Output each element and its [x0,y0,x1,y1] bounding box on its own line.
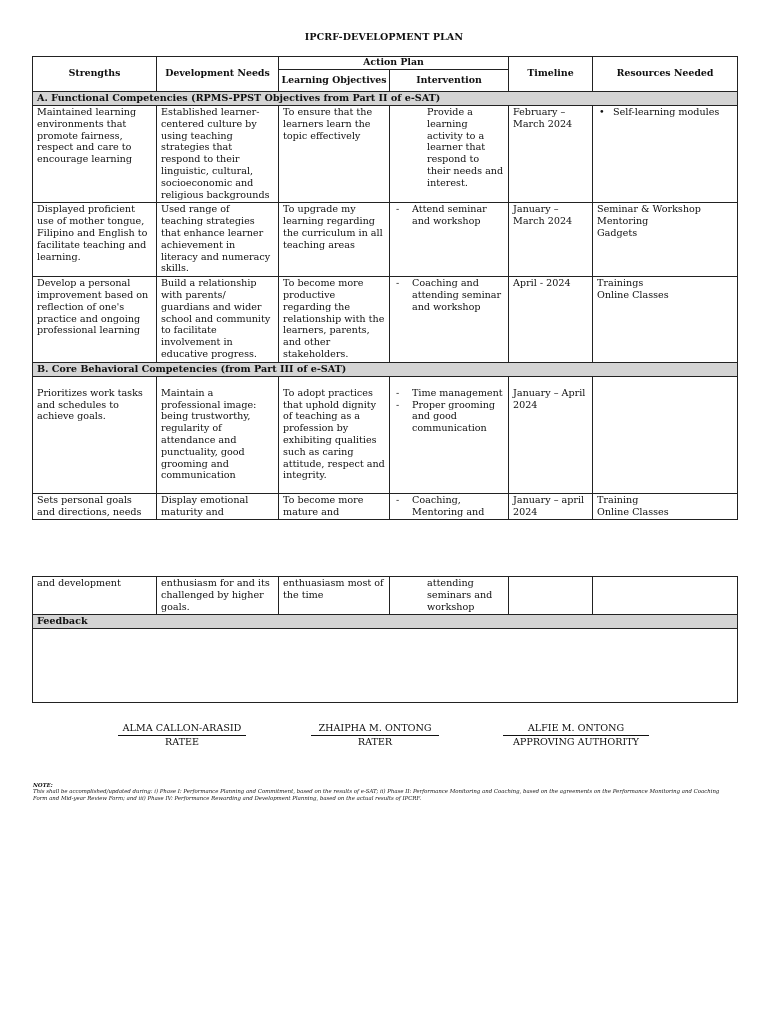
resource-item: • Self-learning modules [597,107,733,119]
note-label: NOTE: [33,783,53,789]
timeline-cell [509,577,593,615]
intervention-cell [390,277,509,363]
header-action-plan: Action Plan [279,57,509,70]
header-timeline: Timeline [509,57,593,92]
strengths-cell: Displayed proficient use of mother tongue, Filipino and English to facilitate teaching and learning. [33,203,157,277]
development-needs-cell: Established learner-centered culture by using teaching strategies that respond to their linguistic, cultural, socioeconomic and religious backgrounds [157,106,279,203]
development-plan-table-continued [32,576,738,703]
learning-objectives-cell: To become more productive regarding the relationship with the learners, parents, and other stakeholders. [279,277,390,363]
development-needs-cell: Build a relationship with parents/ guardians and wider school and community to facilitate involvement in educative progress. [157,277,279,363]
timeline-cell: April - 2024 [509,277,593,363]
development-needs-cell: Display emotional maturity and [157,493,279,520]
table-row [33,577,738,615]
intervention-item: - Proper grooming and good communication [412,400,504,435]
intervention-item: - Coaching and attending seminar and workshop [412,278,504,313]
header-development-needs: Development Needs [157,57,279,92]
intervention-item: Provide a learning activity to a learner that respond to their needs and interest. [427,107,504,189]
signatory-role: APPROVING AUTHORITY [513,737,639,748]
header-intervention: Intervention [390,70,509,92]
feedback-area [33,629,738,703]
learning-objectives-cell: To become more mature and [279,493,390,520]
resources-cell [593,493,738,520]
signatory-name: ALMA CALLON-ARASID [118,723,246,736]
table-row [33,203,738,277]
signature-rater [311,723,439,748]
intervention-item: - Attend seminar and workshop [412,204,504,228]
table-row [33,493,738,520]
strengths-cell: Prioritizes work tasks and schedules to achieve goals. [33,376,157,493]
header-resources-needed: Resources Needed [593,57,738,92]
footnote [33,783,723,802]
table-row [33,376,738,493]
timeline-cell: January – April 2024 [509,376,593,493]
resources-cell [593,106,738,203]
strengths-cell: Maintained learning environments that promote fairness, respect and care to encourage learning [33,106,157,203]
resource-item: Gadgets [597,227,638,239]
resources-cell [593,203,738,277]
strengths-cell: Develop a personal improvement based on reflection of one's practice and ongoing professional learning [33,277,157,363]
resource-item: Trainings [597,278,644,290]
resource-item: Online Classes [597,506,669,518]
section-core-behavioral-competencies: B. Core Behavioral Competencies (from Part III of e-SAT) [33,362,738,376]
resource-item: Mentoring [597,216,649,228]
development-needs-cell: Maintain a professional image: being trustworthy, regularity of attendance and punctuality, good grooming and communication [157,376,279,493]
development-needs-cell: enthusiasm for and its challenged by higher goals. [157,577,279,615]
header-learning-objectives: Learning Objectives [279,70,390,92]
table-row [33,277,738,363]
resource-item: Online Classes [597,289,669,301]
resource-item: Seminar & Workshop [597,204,701,216]
intervention-cell [390,376,509,493]
timeline-cell: February – March 2024 [509,106,593,203]
intervention-cell [390,203,509,277]
strengths-cell: Sets personal goals and directions, needs [33,493,157,520]
signatory-name: ALFIE M. ONTONG [503,723,649,736]
learning-objectives-cell: enthuasiasm most of the time [279,577,390,615]
intervention-cell: attending seminars and workshop [390,577,509,615]
intervention-cell [390,493,509,520]
intervention-item: - Coaching, Mentoring and [412,495,504,519]
table-row [33,106,738,203]
learning-objectives-cell: To ensure that the learners learn the topic effectively [279,106,390,203]
note-text: This shall be accomplished/updated during: i) Phase I: Performance Planning and Commitment, based on the results of e-SAT; ii) Phase II: Performance Monitoring and Coaching, based on the agreements on the Performance Monitoring and Coaching Form and Mid-year Review Form; and iii) Phase IV: Performance Rewarding and Development Planning, based on the actual results of IPCRF. [33,789,720,802]
feedback-label: Feedback [33,615,738,629]
signatory-name: ZHAIPHA M. ONTONG [311,723,439,736]
resources-cell [593,577,738,615]
signature-approving-authority [503,723,649,748]
learning-objectives-cell: To upgrade my learning regarding the curriculum in all teaching areas [279,203,390,277]
intervention-cell [390,106,509,203]
intervention-item: - Time management [412,388,504,400]
resource-item: Training [597,494,639,506]
header-strengths: Strengths [33,57,157,92]
section-functional-competencies: A. Functional Competencies (RPMS-PPST Objectives from Part II of e-SAT) [33,92,738,106]
signature-ratee [118,723,246,748]
timeline-cell: January – March 2024 [509,203,593,277]
development-needs-cell: Used range of teaching strategies that enhance learner achievement in literacy and numeracy skills. [157,203,279,277]
development-plan-table [32,56,738,520]
strengths-cell: and development [33,577,157,615]
signatory-role: RATEE [164,737,200,748]
learning-objectives-cell: To adopt practices that uphold dignity of teaching as a profession by exhibiting qualities such as caring attitude, respect and integrity. [279,376,390,493]
signatory-role: RATER [357,737,393,748]
timeline-cell: January – april 2024 [509,493,593,520]
resources-cell [593,277,738,363]
resources-cell [593,376,738,493]
page-title: IPCRF-DEVELOPMENT PLAN [304,32,464,43]
